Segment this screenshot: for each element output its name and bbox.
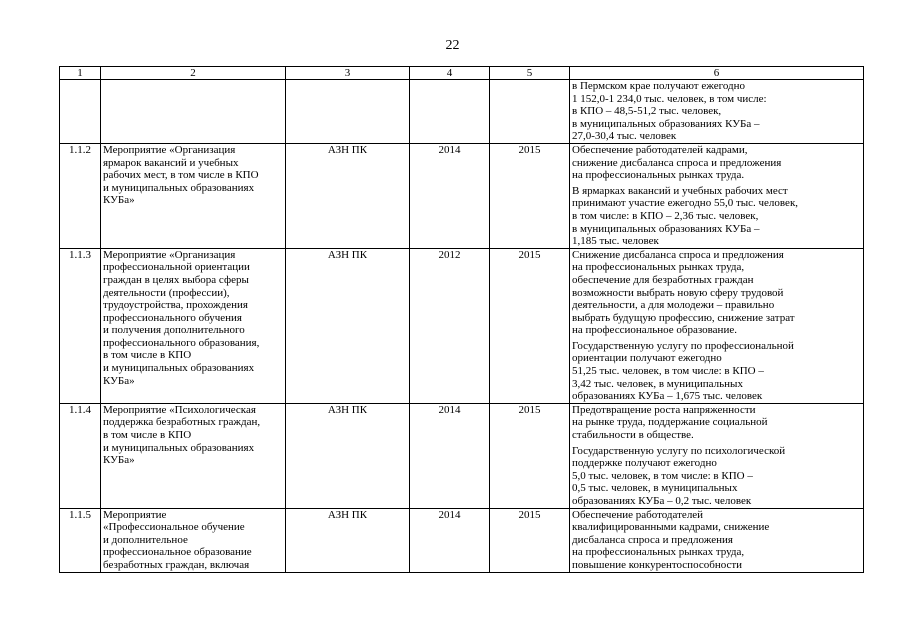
end-year: 2015 (490, 403, 570, 508)
start-year: 2012 (410, 248, 490, 403)
row-number: 1.1.4 (60, 403, 101, 508)
result-paragraph: В ярмарках вакансий и учебных рабочих мест принимают участие ежегодно 55,0 тыс. человек, в том числе: в КПО – 2,36 тыс. человек, в муниципальных образованиях КУБа – 1,185 тыс. человек (572, 184, 799, 248)
result-paragraph: Государственную услугу по профессиональной ориентации получают ежегодно 51,25 тыс. человек, в том числе: в КПО – 3,42 тыс. человек, в муниципальных образованиях КУБа – 1,675 тыс. человек (572, 339, 794, 403)
result-paragraph: Предотвращение роста напряженности на рынке труда, поддержание социальной стабильности в обществе. (572, 403, 768, 442)
row-number: 1.1.5 (60, 508, 101, 572)
page-number: 22 (445, 38, 460, 53)
row-number (60, 80, 101, 144)
measure-title: Мероприятие «Организация ярмарок вакансий и учебных рабочих мест, в том числе в КПО и муниципальных образованиях КУБа» (101, 143, 286, 248)
table-row (60, 143, 864, 248)
result-paragraph: Обеспечение работодателей кадрами, снижение дисбаланса спроса и предложения на профессиональных рынках труда. (572, 143, 782, 182)
start-year: 2014 (410, 508, 490, 572)
expected-results (570, 80, 864, 144)
end-year (490, 80, 570, 144)
table-row (60, 403, 864, 508)
header-col-1: 1 (60, 67, 101, 80)
measure-title (101, 80, 286, 144)
start-year (410, 80, 490, 144)
measure-title: Мероприятие «Психологическая поддержка безработных граждан, в том числе в КПО и муниципальных образованиях КУБа» (101, 403, 286, 508)
measure-title: Мероприятие «Профессиональное обучение и дополнительное профессиональное образование безработных граждан, включая (101, 508, 286, 572)
result-paragraph: Государственную услугу по психологической поддержке получают ежегодно 5,0 тыс. человек, в том числе: в КПО – 0,5 тыс. человек, в муниципальных образованиях КУБа – 0,2 тыс. человек (572, 444, 786, 507)
header-col-5: 5 (490, 67, 570, 80)
header-col-3: 3 (286, 67, 410, 80)
result-paragraph: Снижение дисбаланса спроса и предложения на профессиональных рынках труда, обеспечение для безработных граждан возможности выбрать новую сферу трудовой деятельности, а для молодежи – правильно выбрать будущую профессию, снижение затрат на профессиональное образование. (572, 248, 795, 337)
start-year: 2014 (410, 403, 490, 508)
start-year: 2014 (410, 143, 490, 248)
end-year: 2015 (490, 248, 570, 403)
executor (286, 80, 410, 144)
executor: АЗН ПК (286, 403, 410, 508)
end-year: 2015 (490, 143, 570, 248)
measure-title: Мероприятие «Организация профессиональной ориентации граждан в целях выбора сферы деятельности (профессии), трудоустройства, прохождения профессионального обучения и получения дополнительного профессионального образования, в том числе в КПО и муниципальных образованиях КУБа» (101, 248, 286, 403)
executor: АЗН ПК (286, 248, 410, 403)
executor: АЗН ПК (286, 143, 410, 248)
expected-results (570, 248, 864, 403)
row-number: 1.1.3 (60, 248, 101, 403)
end-year: 2015 (490, 508, 570, 572)
expected-results (570, 143, 864, 248)
header-col-4: 4 (410, 67, 490, 80)
program-measures-table (59, 66, 864, 573)
result-paragraph: Обеспечение работодателей квалифицированными кадрами, снижение дисбаланса спроса и предложения на профессиональных рынках труда, повышение конкурентоспособности (572, 508, 770, 571)
expected-results (570, 403, 864, 508)
result-paragraph: в Пермском крае получают ежегодно 1 152,0-1 234,0 тыс. человек, в том числе: в КПО – 48,5-51,2 тыс. человек, в муниципальных образованиях КУБа – 27,0-30,4 тыс. человек (572, 80, 767, 143)
table-row (60, 508, 864, 572)
header-col-6: 6 (570, 67, 864, 80)
expected-results (570, 508, 864, 572)
row-number: 1.1.2 (60, 143, 101, 248)
table-row (60, 248, 864, 403)
header-col-2: 2 (101, 67, 286, 80)
table-row (60, 80, 864, 144)
executor: АЗН ПК (286, 508, 410, 572)
header-row (60, 67, 864, 80)
